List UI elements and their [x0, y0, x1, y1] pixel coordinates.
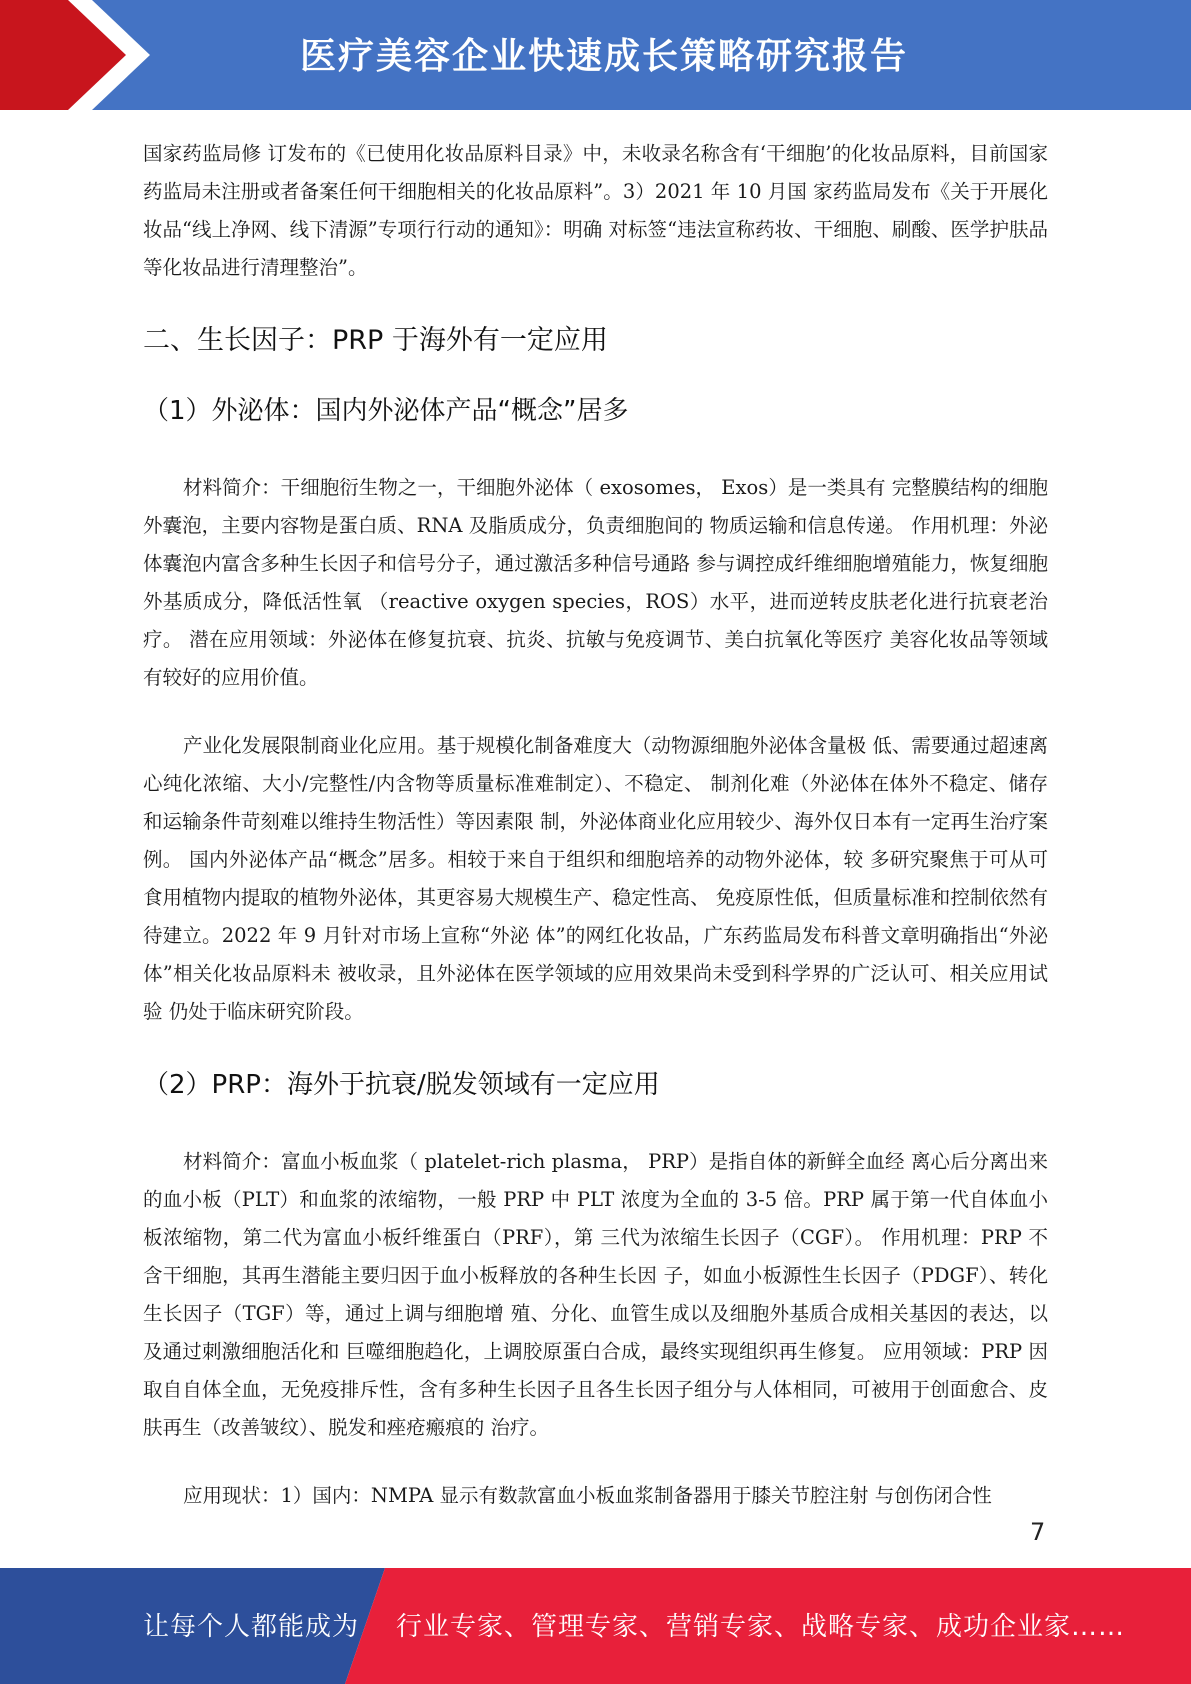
section-heading: 二、生长因子：PRP 于海外有一定应用: [143, 325, 608, 356]
page-body: [143, 135, 1048, 1515]
page-header: [0, 0, 1191, 110]
subsection-heading-prp: （2）PRP：海外于抗衰/脱发领域有一定应用: [143, 1070, 660, 1100]
footer-slogan-left: 让每个人都能成为: [143, 1612, 360, 1642]
page-number: 7: [1030, 1518, 1046, 1546]
page-footer: [0, 1568, 1191, 1684]
prp-intro-paragraph: 材料简介：富血小板血浆（ platelet-rich plasma， PRP）是指自体的新鲜全血经 离心后分离出来的血小板（PLT）和血浆的浓缩物，一般 PRP 中 PLT 浓度为全血的 3-5 倍。PRP 属于第一代自体血小板浓缩物，第二代为富血小板纤维蛋白（PRF），第 三代为浓缩生长因子（CGF）。 作用机理：PRP 不含干细胞，其再生潜能主要归因于血小板释放的各种生长因 子，如血小板源性生长因子（PDGF）、转化生长因子（TGF）等，通过上调与细胞增 殖、分化、血管生成以及细胞外基质合成相关基因的表达，以及通过刺激细胞活化和 巨噬细胞趋化，上调胶原蛋白合成，最终实现组织再生修复。 应用领域：PRP 因取自自体全血，无免疫排斥性，含有多种生长因子且各生长因子组分与人体相同，可被用于创面愈合、皮肤再生（改善皱纹）、脱发和痤疮瘢痕的 治疗。: [143, 1150, 1048, 1439]
exosome-industry-paragraph: 产业化发展限制商业化应用。基于规模化制备难度大（动物源细胞外泌体含量极 低、需要通过超速离心纯化浓缩、大小/完整性/内含物等质量标准难制定）、不稳定、 制剂化难（外泌体在体外不稳定、储存和运输条件苛刻难以维持生物活性）等因素限 制，外泌体商业化应用较少、海外仅日本有一定再生治疗案例。 国内外泌体产品“概念”居多。相较于来自于组织和细胞培养的动物外泌体，较 多研究聚焦于可从可食用植物内提取的植物外泌体，其更容易大规模生产、稳定性高、 免疫原性低，但质量标准和控制依然有待建立。2022 年 9 月针对市场上宣称“外泌 体”的网红化妆品，广东药监局发布科普文章明确指出“外泌体”相关化妆品原料未 被收录，且外泌体在医学领域的应用效果尚未受到科学界的广泛认可、相关应用试验 仍处于临床研究阶段。: [143, 734, 1048, 1023]
report-title: 医疗美容企业快速成长策略研究报告: [300, 36, 909, 77]
prp-status-paragraph: 应用现状：1）国内：NMPA 显示有数款富血小板血浆制备器用于膝关节腔注射 与创伤闭合性: [183, 1484, 992, 1507]
footer-slogan-right: 行业专家、管理专家、营销专家、战略专家、成功企业家……: [396, 1612, 1126, 1642]
subsection-heading-exosomes: （1）外泌体：国内外泌体产品“概念”居多: [143, 396, 629, 426]
exosome-intro-paragraph: 材料简介：干细胞衍生物之一，干细胞外泌体（ exosomes， Exos）是一类具有 完整膜结构的细胞外囊泡，主要内容物是蛋白质、RNA 及脂质成分，负责细胞间的 物质运输和信息传递。 作用机理：外泌体囊泡内富含多种生长因子和信号分子，通过激活多种信号通路 参与调控成纤维细胞增殖能力，恢复细胞外基质成分，降低活性氧 （reactive oxygen species，ROS）水平，进而逆转皮肤老化进行抗衰老治疗。 潜在应用领域：外泌体在修复抗衰、抗炎、抗敏与免疫调节、美白抗氧化等医疗 美容化妆品等领域有较好的应用价值。: [143, 476, 1048, 689]
intro-paragraph: 国家药监局修 订发布的《已使用化妆品原料目录》中，未收录名称含有‘干细胞’的化妆品原料，目前国家药监局未注册或者备案任何干细胞相关的化妆品原料”。3）2021 年 10 月国 家药监局发布《关于开展化妆品“线上净网、线下清源”专项行行动的通知》：明确 对标签“违法宣称药妆、干细胞、刷酸、医学护肤品等化妆品进行清理整治”。: [143, 142, 1048, 279]
